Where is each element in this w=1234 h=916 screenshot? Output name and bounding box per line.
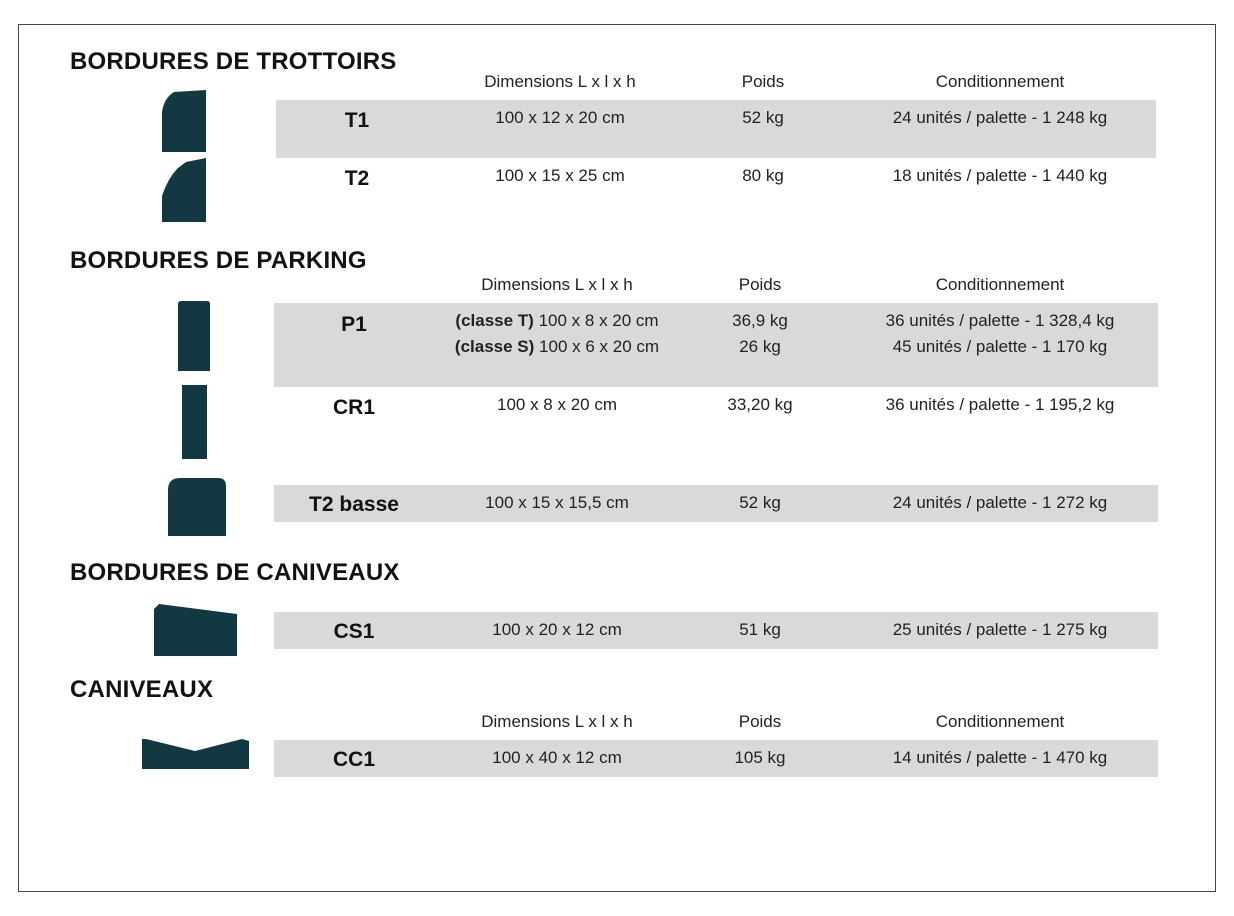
cc1-profile-icon <box>142 739 249 769</box>
cs1-profile-icon <box>154 604 237 656</box>
poids-cs1: 51 kg <box>739 620 781 639</box>
poids-p1-t: 36,9 kg <box>732 311 788 330</box>
cond-t1: 24 unités / palette - 1 248 kg <box>892 108 1108 127</box>
p1-profile-icon <box>178 301 210 371</box>
t1-profile-icon <box>162 90 206 152</box>
poids-p1-s: 26 kg <box>739 337 781 356</box>
poids-t2: 80 kg <box>742 166 784 185</box>
dims-p1-classe-t <box>437 311 677 331</box>
code-t1: T1 <box>344 109 370 132</box>
cond-cr1: 36 unités / palette - 1 195,2 kg <box>885 395 1115 414</box>
dims-cs1: 100 x 20 x 12 cm <box>492 620 622 639</box>
t2-basse-profile-icon <box>168 478 226 536</box>
code-cr1: CR1 <box>332 396 375 419</box>
header-dimensions: Dimensions L x l x h <box>481 275 633 294</box>
poids-t1: 52 kg <box>742 108 784 127</box>
dims-t2: 100 x 15 x 25 cm <box>495 166 625 185</box>
cr1-profile-icon <box>182 385 207 459</box>
t2-profile-icon <box>162 158 206 222</box>
header-conditionnement: Conditionnement <box>935 72 1065 91</box>
code-t2: T2 <box>344 167 370 190</box>
header-poids: Poids <box>738 275 782 294</box>
dims-p1-t: 100 x 8 x 20 cm <box>538 311 659 330</box>
cond-p1-s: 45 unités / palette - 1 170 kg <box>892 337 1108 356</box>
cond-t2-basse: 24 unités / palette - 1 272 kg <box>892 493 1108 512</box>
section-title-parking: BORDURES DE PARKING <box>70 247 367 274</box>
classe-s-label: (classe S) <box>454 337 535 356</box>
code-p1: P1 <box>341 313 367 336</box>
dims-p1-classe-s <box>437 337 677 357</box>
dims-p1-s: 100 x 6 x 20 cm <box>539 337 660 356</box>
cond-cc1: 14 unités / palette - 1 470 kg <box>892 748 1108 767</box>
poids-cc1: 105 kg <box>734 748 786 767</box>
header-dimensions: Dimensions L x l x h <box>481 712 633 731</box>
section-title-bordures-caniveaux: BORDURES DE CANIVEAUX <box>70 559 400 586</box>
header-poids: Poids <box>741 72 785 91</box>
dims-cr1: 100 x 8 x 20 cm <box>496 395 617 414</box>
cond-t2: 18 unités / palette - 1 440 kg <box>892 166 1108 185</box>
poids-cr1: 33,20 kg <box>727 395 793 414</box>
dims-t1: 100 x 12 x 20 cm <box>495 108 625 127</box>
header-dimensions: Dimensions L x l x h <box>484 72 636 91</box>
cond-p1-t: 36 unités / palette - 1 328,4 kg <box>885 311 1115 330</box>
code-cs1: CS1 <box>333 620 375 643</box>
poids-t2-basse: 52 kg <box>739 493 781 512</box>
header-conditionnement: Conditionnement <box>935 712 1065 731</box>
code-cc1: CC1 <box>332 748 375 771</box>
dims-cc1: 100 x 40 x 12 cm <box>492 748 622 767</box>
section-title-caniveaux: CANIVEAUX <box>70 676 214 703</box>
section-title-trottoirs: BORDURES DE TROTTOIRS <box>70 48 397 75</box>
cond-cs1: 25 unités / palette - 1 275 kg <box>892 620 1108 639</box>
dims-t2-basse: 100 x 15 x 15,5 cm <box>485 493 629 512</box>
header-conditionnement: Conditionnement <box>935 275 1065 294</box>
classe-t-label: (classe T) <box>455 311 534 330</box>
code-t2-basse: T2 basse <box>309 493 399 516</box>
header-poids: Poids <box>738 712 782 731</box>
